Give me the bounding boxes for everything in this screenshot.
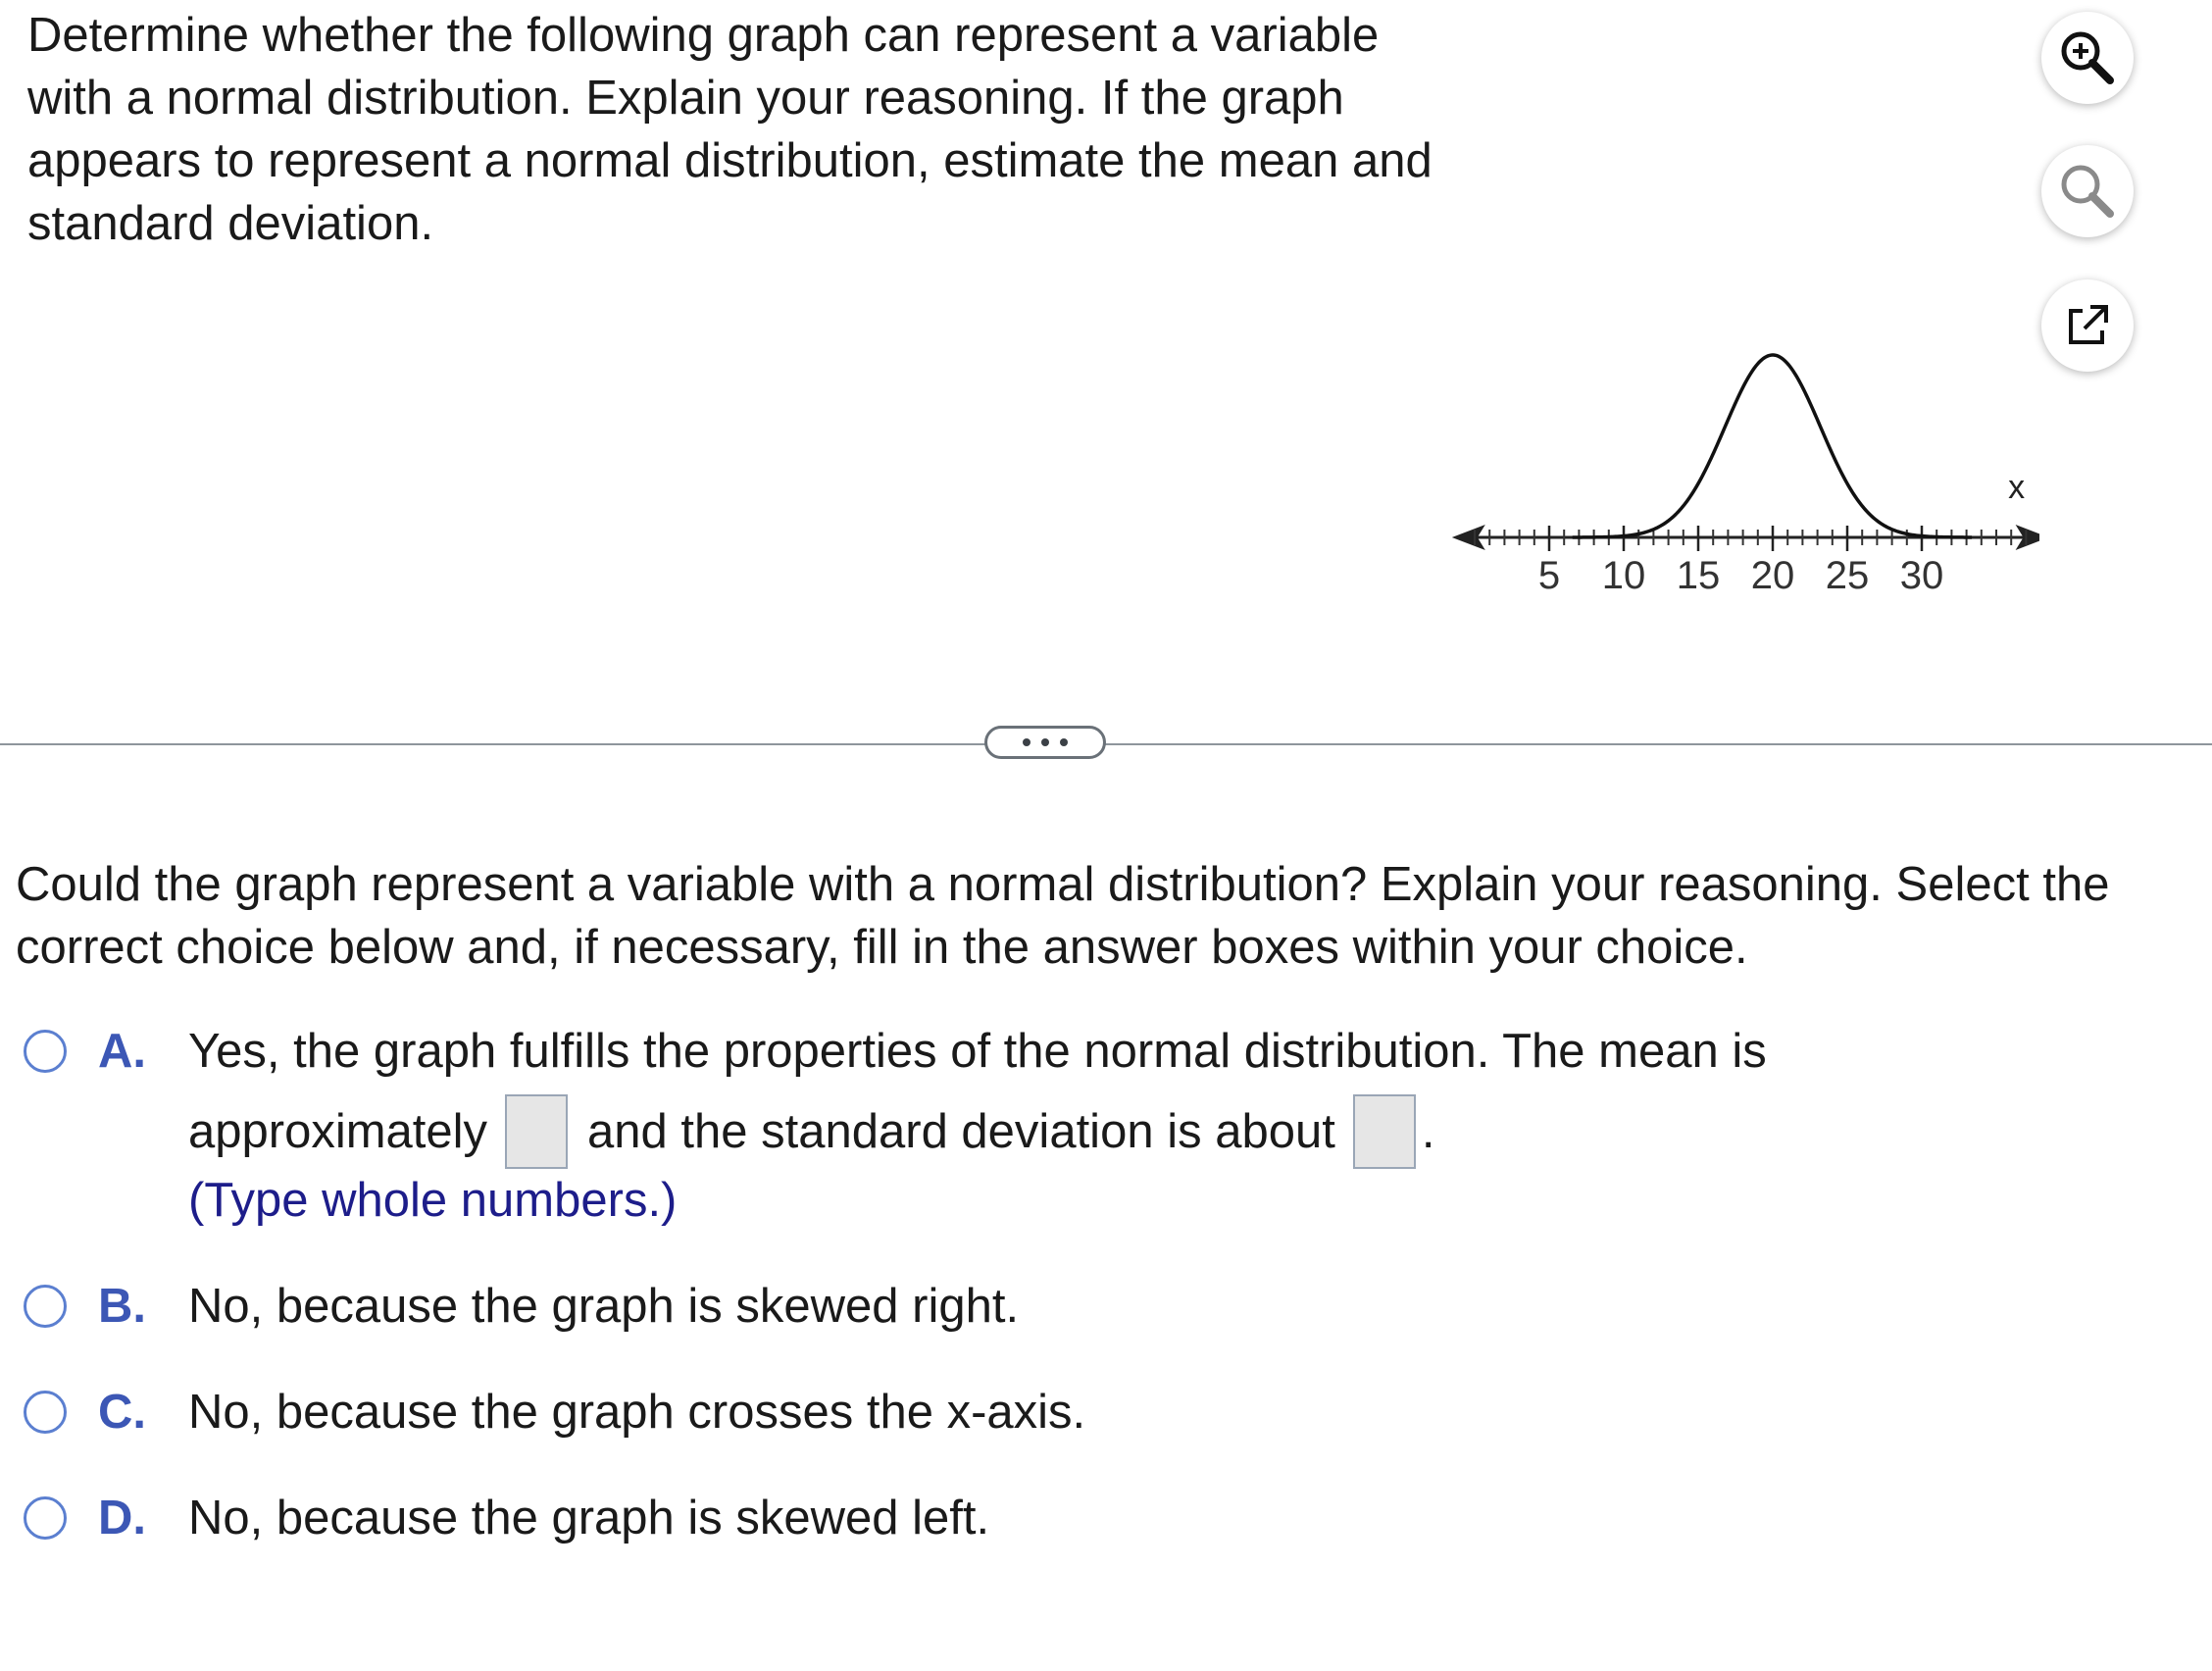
choice-c-text: No, because the graph crosses the x-axis. [188, 1386, 1086, 1439]
zoom-in-icon [2053, 24, 2122, 92]
section-divider [0, 743, 2212, 745]
zoom-out-icon [2053, 157, 2122, 226]
graph-canvas [1412, 333, 2039, 618]
popout-button[interactable] [2041, 279, 2134, 372]
choice-b-radio[interactable] [24, 1285, 67, 1328]
tick-labels [1538, 554, 1943, 597]
tick-label: 10 [1601, 554, 1646, 597]
tick-label: 20 [1750, 554, 1795, 597]
choice-a-text-sd: and the standard deviation is about [587, 1105, 1335, 1158]
choice-a-radio[interactable] [24, 1030, 67, 1073]
ellipsis-icon [1060, 738, 1068, 746]
choice-a-text-approx: approximately [188, 1105, 488, 1158]
tick-label: 30 [1899, 554, 1944, 597]
choice-b-text: No, because the graph is skewed right. [188, 1280, 1020, 1333]
external-link-icon [2053, 291, 2122, 360]
choice-b-letter: B. [98, 1280, 146, 1333]
choice-c-radio[interactable] [24, 1391, 67, 1434]
problem-prompt: Determine whether the following graph can represent a variable with a normal distribution. Explain your reasoning. If the graph appears to represent a normal distribution, estimate the mean and standard deviation. [27, 9, 1433, 250]
ellipsis-icon [1041, 738, 1049, 746]
mean-answer-box[interactable] [505, 1094, 568, 1169]
choice-a-period: . [1421, 1105, 1435, 1158]
question-text: Could the graph represent a variable with a normal distribution? Explain your reasoning. Select the correct choice below and, if necessary, fill in the answer boxes within your choice. [16, 858, 2110, 974]
choice-d-text: No, because the graph is skewed left. [188, 1492, 990, 1544]
choice-a-text: Yes, the graph fulfills the properties of the normal distribution. The mean is [188, 1025, 1767, 1078]
expand-more-button[interactable] [984, 726, 1106, 759]
answer-format-hint: (Type whole numbers.) [188, 1174, 678, 1227]
choice-a-line2 [188, 1094, 1434, 1169]
bell-curve [1573, 355, 1972, 537]
tick-label: 5 [1537, 554, 1561, 597]
zoom-in-button[interactable] [2041, 12, 2134, 104]
tick-label: 25 [1825, 554, 1870, 597]
zoom-out-button[interactable] [2041, 145, 2134, 237]
tick-label: 15 [1676, 554, 1721, 597]
x-axis-label: x [2008, 469, 2026, 506]
choice-d-letter: D. [98, 1492, 146, 1544]
sd-answer-box[interactable] [1353, 1094, 1416, 1169]
ellipsis-icon [1023, 738, 1031, 746]
choice-d-radio[interactable] [24, 1496, 67, 1540]
choice-a-letter: A. [98, 1025, 146, 1078]
choice-c-letter: C. [98, 1386, 146, 1439]
normal-curve-graph [1412, 333, 2039, 618]
